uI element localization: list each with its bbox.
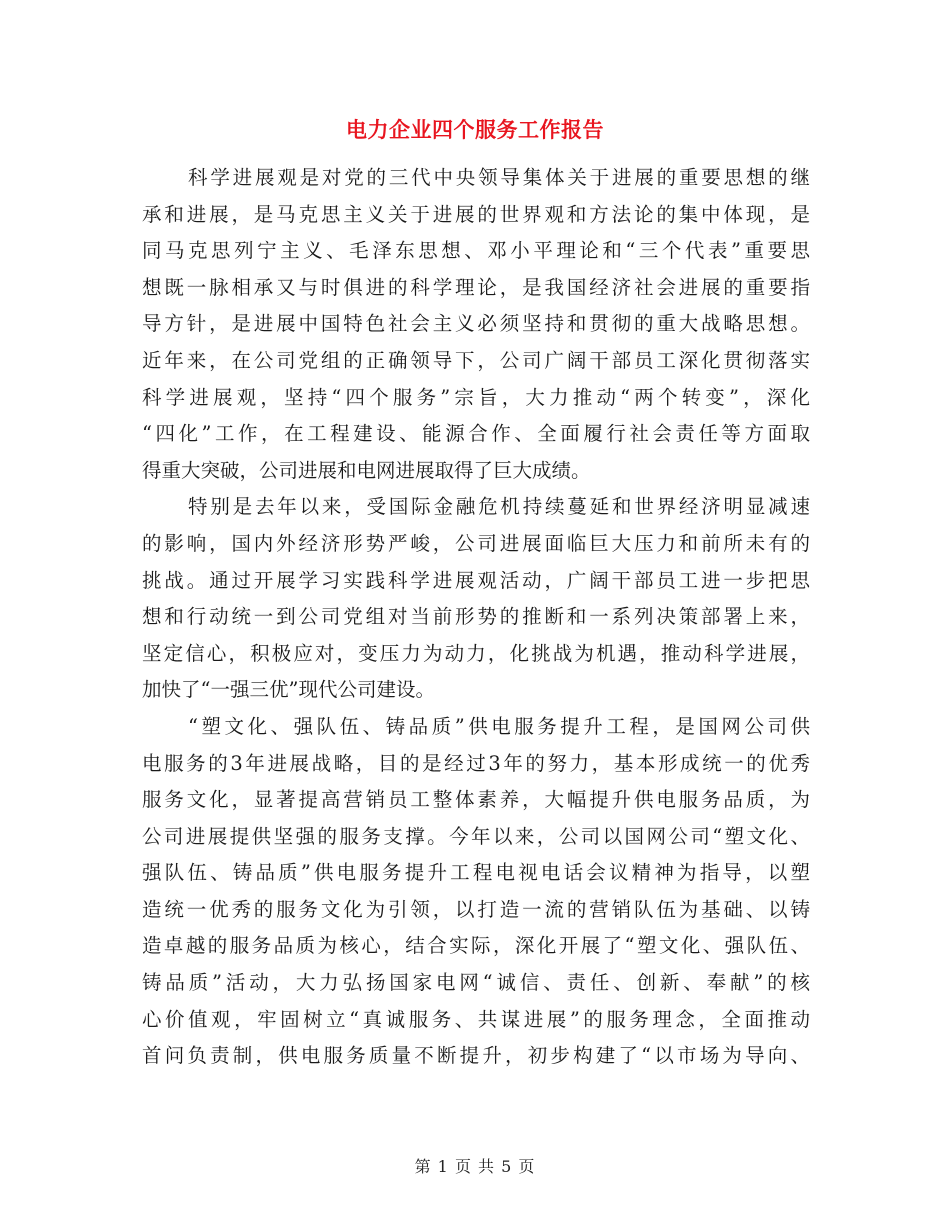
text-line: 导方针，是进展中国特色社会主义必须坚持和贯彻的重大战略思想。 [142, 312, 810, 336]
text-line: 加快了“一强三优”现代公司建设。 [142, 678, 435, 702]
text-line: 挑战。通过开展学习实践科学进展观活动，广阔干部员工进一步把思 [142, 568, 810, 592]
text-line: 铸品质”活动，大力弘扬国家电网“诚信、责任、创新、奉献”的核 [142, 971, 810, 995]
text-line: 得重大突破，公司进展和电网进展取得了巨大成绩。 [142, 458, 591, 482]
text-line: 电服务的3年进展战略，目的是经过3年的努力，基本形成统一的优秀 [142, 751, 810, 775]
text-line: 想和行动统一到公司党组对当前形势的推断和一系列决策部署上来， [142, 605, 810, 629]
text-line: 的影响，国内外经济形势严峻，公司进展面临巨大压力和前所未有的 [142, 531, 810, 555]
text-line: 想既一脉相承又与时俱进的科学理论，是我国经济社会进展的重要指 [142, 275, 810, 299]
text-line: “四化”工作，在工程建设、能源合作、全面履行社会责任等方面取 [142, 422, 810, 446]
text-line: 心价值观，牢固树立“真诚服务、共谋进展”的服务理念，全面推动 [142, 1007, 810, 1031]
text-line: 科学进展观，坚持“四个服务”宗旨，大力推动“两个转变”，深化 [142, 385, 810, 409]
document-title: 电力企业四个服务工作报告 [346, 118, 604, 142]
text-line: 首问负责制，供电服务质量不断提升，初步构建了“以市场为导向、 [142, 1044, 810, 1068]
text-line: 强队伍、铸品质”供电服务提升工程电视电话会议精神为指导，以塑 [142, 861, 810, 885]
text-line: 近年来，在公司党组的正确领导下，公司广阔干部员工深化贯彻落实 [142, 348, 810, 372]
text-line: 公司进展提供坚强的服务支撑。今年以来，公司以国网公司“塑文化、 [142, 824, 810, 848]
text-line: 坚定信心，积极应对，变压力为动力，化挑战为机遇，推动科学进展， [142, 641, 810, 665]
text-line: 造卓越的服务品质为核心，结合实际，深化开展了“塑文化、强队伍、 [142, 934, 810, 958]
text-line: 服务文化，显著提高营销员工整体素养，大幅提升供电服务品质，为 [142, 788, 810, 812]
text-line: 科学进展观是对党的三代中央领导集体关于进展的重要思想的继 [188, 166, 810, 189]
text-line: 同马克思列宁主义、毛泽东思想、邓小平理论和“三个代表”重要思 [142, 239, 810, 263]
text-line: 造统一优秀的服务文化为引领，以打造一流的营销队伍为基础、以铸 [142, 897, 810, 921]
document-body [142, 160, 810, 1075]
text-line: 特别是去年以来，受国际金融危机持续蔓延和世界经济明显减速 [188, 495, 810, 519]
text-line: “塑文化、强队伍、铸品质”供电服务提升工程，是国网公司供 [188, 714, 810, 738]
text-line: 承和进展，是马克思主义关于进展的世界观和方法论的集中体现，是 [142, 202, 810, 226]
page-footer: 第 1 页 共 5 页 [414, 1157, 536, 1176]
